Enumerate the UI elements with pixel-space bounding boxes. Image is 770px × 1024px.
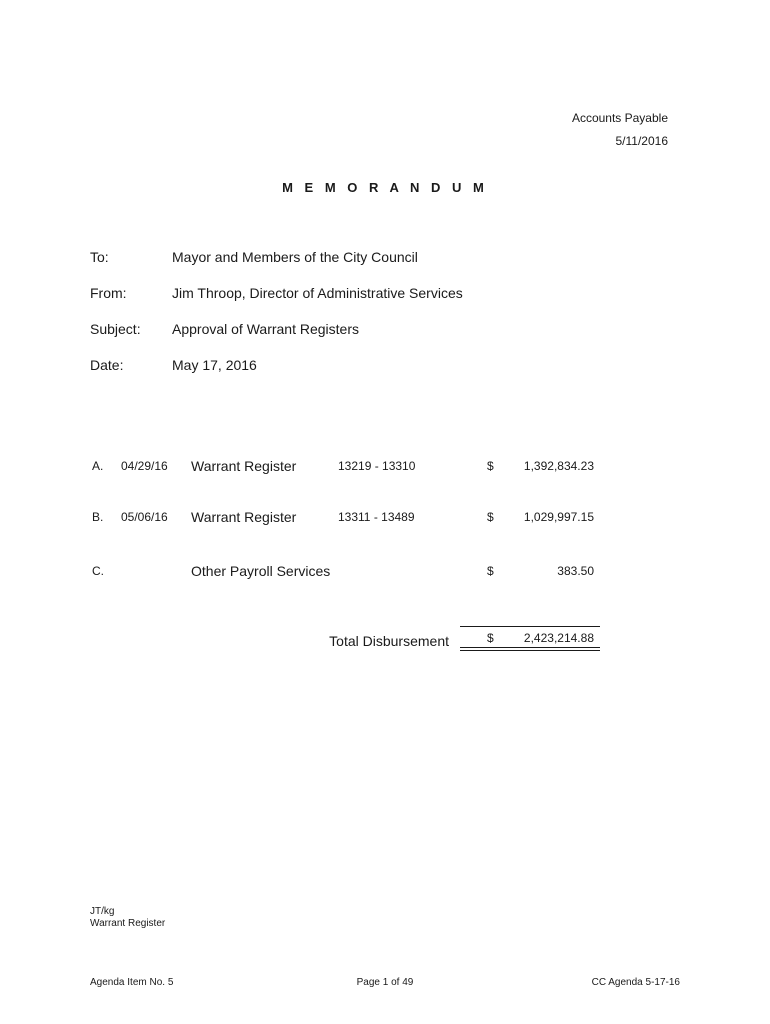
item-letter: B.: [92, 510, 104, 524]
footer-page-number: Page 1 of 49: [356, 977, 414, 988]
total-amount: 2,423,214.88: [523, 631, 594, 645]
memo-title: M E M O R A N D U M: [282, 180, 488, 195]
total-double-rule-1: [460, 647, 600, 648]
item-date: 04/29/16: [121, 459, 168, 473]
item-letter: A.: [92, 459, 104, 473]
date-label: Date:: [90, 357, 124, 373]
item-description: Warrant Register: [191, 509, 297, 525]
total-label: Total Disbursement: [329, 633, 449, 649]
item-date: 05/06/16: [121, 510, 168, 524]
header-date: 5/11/2016: [615, 134, 668, 148]
item-amount: 1,029,997.15: [523, 510, 594, 524]
subject-value: Approval of Warrant Registers: [172, 321, 359, 337]
subject-label: Subject:: [90, 321, 141, 337]
item-letter: C.: [92, 564, 104, 578]
item-currency: $: [487, 564, 494, 578]
footer-agenda-item: Agenda Item No. 5: [90, 977, 174, 988]
department-label: Accounts Payable: [571, 111, 668, 125]
item-currency: $: [487, 510, 494, 524]
item-description: Warrant Register: [191, 458, 297, 474]
total-top-rule: [460, 626, 600, 627]
item-range: 13219 - 13310: [338, 459, 416, 473]
note: Warrant Register: [90, 918, 166, 929]
initials: JT/kg: [90, 906, 115, 917]
item-range: 13311 - 13489: [338, 510, 415, 524]
item-description: Other Payroll Services: [191, 563, 331, 579]
from-value: Jim Throop, Director of Administrative Services: [172, 285, 463, 301]
to-label: To:: [90, 249, 109, 265]
item-currency: $: [487, 459, 494, 473]
date-value: May 17, 2016: [172, 357, 257, 373]
total-currency: $: [487, 631, 494, 645]
item-amount: 1,392,834.23: [523, 459, 594, 473]
from-label: From:: [90, 285, 127, 301]
item-amount: 383.50: [557, 564, 594, 578]
to-value: Mayor and Members of the City Council: [172, 249, 418, 265]
footer-agenda-ref: CC Agenda 5-17-16: [591, 977, 680, 988]
total-double-rule-2: [460, 650, 600, 651]
